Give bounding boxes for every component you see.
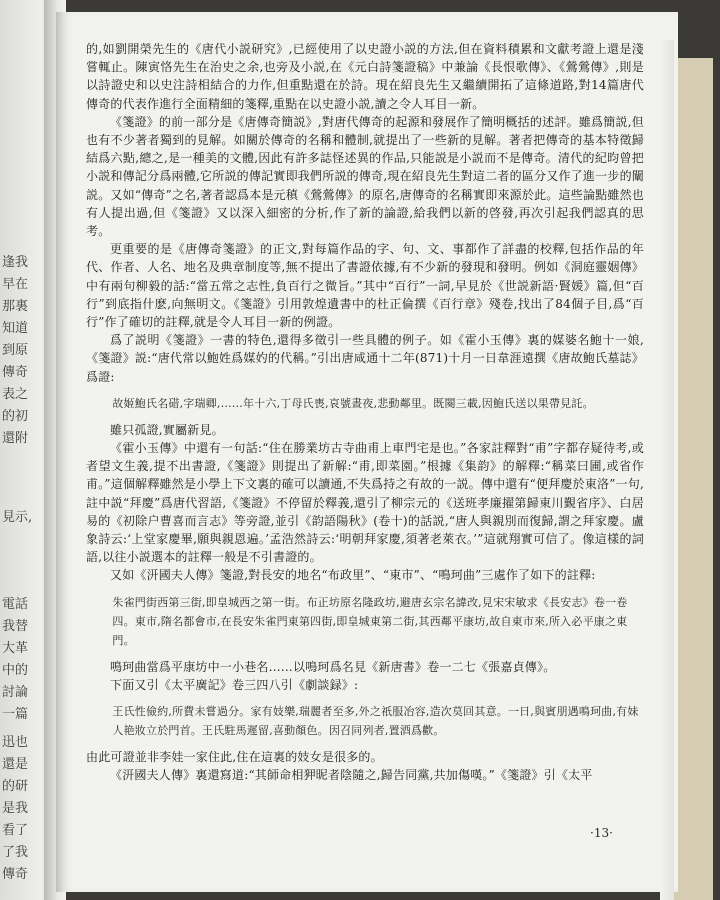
facing-page-fragment: 傳奇: [2, 867, 29, 882]
facing-page-fragment: 的初: [2, 409, 29, 424]
paragraph: 《箋證》的前一部分是《唐傳奇簡説》,對唐代傳奇的起源和發展作了簡明概括的述評。雖爲簡説,但也有不少著者獨到的見解。如關於傳奇的名稱和體制,就提出了一些新的見解。著者把傳奇的基本特徵歸結爲六點,總之,是一種美的文體,因此有許多誌怪述異的作品,只能説是小説而不是傳奇。清代的紀昀曾把小説和傳記分爲兩體,它所説的傳記實即我們所説的傳奇,現在紹良先生對這二者的區分又作了進一步的闡説。又如“傳奇”之名,著者認爲本是元稹《鶯鶯傳》的原名,唐傳奇的名稱實即來源於此。這些論點雖然也有人提出過,但《箋證》又以深入細密的分析,作了新的論證,給我們以新的啓發,再次引起我們認真的思考。: [86, 114, 644, 239]
facing-page-fragment: 逢我: [2, 255, 29, 270]
facing-page-fragment: 迅也: [2, 735, 29, 750]
paragraph: 鳴珂曲當爲平康坊中一小巷名……以鳴珂爲名見《新唐書》卷一二七《張嘉貞傳》。: [110, 659, 556, 674]
page-body: [86, 40, 644, 785]
facing-page-fragment: 的研: [2, 779, 29, 794]
paragraph: 由此可證並非李娃一家住此,住在這裏的妓女是很多的。: [86, 750, 383, 765]
facing-page-fragment: 大革: [2, 641, 29, 656]
paragraph: 更重要的是《唐傳奇箋證》的正文,對每篇作品的字、句、文、事都作了詳盡的校釋,包括作品的年代、作者、人名、地名及典章制度等,無不提出了書證依據,有不少新的發現和發明。例如《洞庭靈姻傳》中有兩句柳毅的話:“當五常之志性,負百行之微旨。”其中“百行”一詞,早見於《世説新語·賢媛》篇,但“百行”到底指什麽,向無明文。《箋證》引用敦煌遺書中的杜正倫撰《百行章》殘卷,找出了84個子目,爲“百行”作了確切的註釋,就是令人耳目一新的例證。: [86, 242, 644, 330]
page-number: ·13·: [590, 826, 613, 840]
facing-page-fragment: 傳奇: [2, 365, 29, 380]
paragraph: 爲了説明《箋證》一書的特色,還得多徵引一些具體的例子。如《霍小玉傳》裏的媒婆名鮑十一娘,《箋證》説:“唐代常以鮑姓爲媒妁的代稱。”引出唐咸通十二年(871)十月一日韋涯遠撰《唐故鮑氏墓誌》爲證:: [86, 333, 644, 384]
block-quote: 故姬鮑氏名碏,字瑞卿,……年十六,丁母氏喪,哀號晝夜,悲動鄰里。既闋三載,因鮑氏送以果帶見託。: [112, 396, 594, 410]
facing-page-fragment: 一篇: [2, 707, 29, 722]
facing-page-fragment: 表之: [2, 387, 29, 402]
paragraph: 《汧國夫人傳》裏還寫道:“其師命相狎昵者陰隨之,歸告同黨,共加傷嘆。”《箋證》引《太平: [110, 768, 593, 783]
facing-page-fragment: 我替: [2, 619, 29, 634]
facing-page-fragment: 到原: [2, 343, 29, 358]
facing-page-fragment: 電話: [2, 597, 29, 612]
paragraph: 下面又引《太平廣記》卷三四八引《劇談録》:: [110, 677, 359, 692]
book-cover-edge: [672, 58, 713, 900]
paragraph: 又如《汧國夫人傳》箋證,對長安的地名“布政里”、“東市”、“鳴珂曲”三處作了如下的註釋:: [110, 568, 596, 583]
facing-page-fragment: 中的: [2, 663, 29, 678]
page-edge: [660, 40, 674, 900]
facing-page-fragment: 了我: [2, 845, 29, 860]
facing-page-fragment: 那裏: [2, 299, 29, 314]
paragraph: 的,如劉開榮先生的《唐代小説研究》,已經使用了以史證小説的方法,但在資料積累和文獻考證上還是淺嘗輒止。陳寅恪先生在治史之余,也旁及小説,在《元白詩箋證稿》中兼論《長恨歌傳》、《鶯鶯傳》,則是以詩證史和以史注詩相結合的力作,但重點還在於詩。現在紹良先生又繼續開拓了這條道路,對14篇唐代傳奇的代表作進行全面精細的箋釋,重點在以史證小説,讀之令人耳目一新。: [86, 42, 644, 111]
facing-page-fragment: 早在: [2, 277, 29, 292]
facing-page-fragment: 還附: [2, 431, 29, 446]
facing-page-fragment: 是我: [2, 801, 29, 816]
block-quote: 王氏性儉約,所費未嘗過分。家有妓樂,瑞麗者至多,外之祇服冶容,造次莫回其意。一日,與賓朋遇鳴珂曲,有妹人艳妝立於門首。王氏駐馬遲留,喜動顏色。因召同列者,置酒爲歡。: [112, 705, 639, 738]
facing-page-fragment: 還是: [2, 757, 29, 772]
paragraph: 《霍小玉傳》中還有一句話:“住在勝業坊古寺曲甫上車門宅是也。”各家註釋對“甫”字都存疑待考,或者望文生義,提不出書證,《箋證》則提出了新解:“甫,即菜園。”根據《集韵》的解釋:“稱菜曰圃,或省作甫。”這個解釋雖然是小學上下文裏的確可以讀通,不失爲持之有故的一説。傳中還有“便拜慶於東洛”一句,註中説“拜慶”爲唐代習語,《箋證》不停留於釋義,還引了柳宗元的《送班孝廉擢第歸東川覲省序》、白居易的《初除户曹喜而言志》等旁證,並引《韵語陽秋》(卷十)的話説,“唐人與親別而復歸,謂之拜家慶。盧象詩云:‘上堂家慶畢,願與親恩遍。’孟浩然詩云:‘明朝拜家慶,須著老萊衣。’”這就翔實可信了。像這樣的詞語,以往小説選本的註釋一般是不引書證的。: [86, 441, 644, 565]
paragraph: 雖只孤證,實屬新見。: [110, 422, 224, 437]
facing-page-fragment: 知道: [2, 321, 29, 336]
facing-page-fragment: 看了: [2, 823, 29, 838]
facing-page-fragment: 見示,: [2, 510, 33, 525]
block-quote: 朱雀門街西第三街,即皇城西之第一街。布正坊原名隆政坊,避唐玄宗名諱改,見宋宋敏求《長安志》卷一卷四。東市,隋名都會市,在長安朱雀門東第四街,即皇城東第二街,其西鄰平康坊,故自東市來,所入必平康之東門。: [112, 595, 628, 647]
facing-page-fragment: 討論: [2, 685, 29, 700]
